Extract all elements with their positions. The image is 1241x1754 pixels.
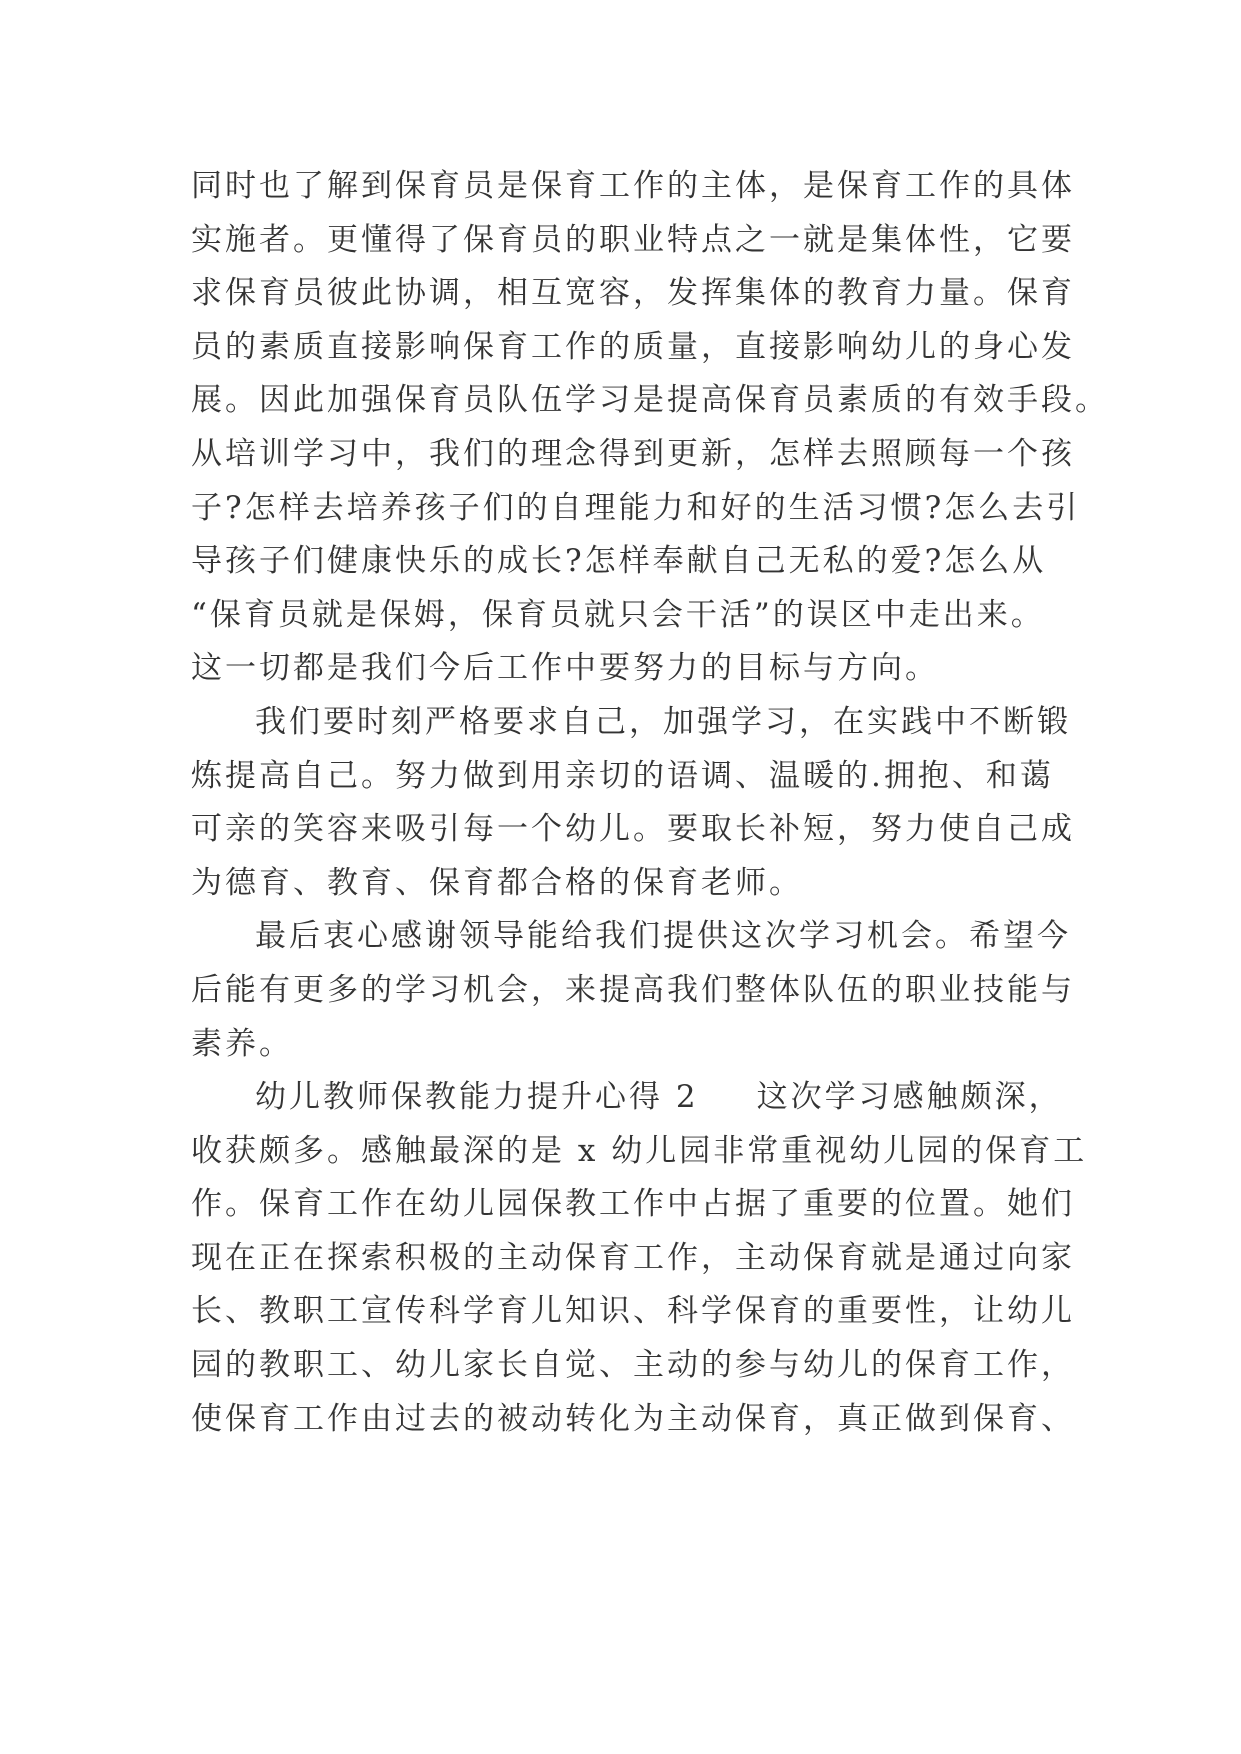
- text-line: 现在正在探索积极的主动保育工作，主动保育就是通过向家: [191, 1239, 1075, 1276]
- text-line: 同时也了解到保育员是保育工作的主体，是保育工作的具体: [191, 168, 1075, 204]
- text-line: 炼提高自己。努力做到用亲切的语调、温暖的.拥抱、和蔼: [191, 757, 1054, 794]
- text-line: 求保育员彼此协调，相互宽容，发挥集体的教育力量。保育: [191, 275, 1075, 312]
- paragraph-start-line: 最后衷心感谢领导能给我们提供这次学习机会。希望今: [255, 918, 1071, 955]
- text-line: 子?怎样去培养孩子们的自理能力和好的生活习惯?怎么去引: [191, 489, 1081, 526]
- text-line: 长、教职工宣传科学育儿知识、科学保育的重要性，让幼儿: [191, 1293, 1075, 1330]
- section-heading-continuation: 这次学习感触颇深，: [756, 1079, 1063, 1116]
- text-line: 作。保育工作在幼儿园保教工作中占据了重要的位置。她们: [191, 1186, 1075, 1223]
- section-heading: 幼儿教师保教能力提升心得 2: [255, 1079, 699, 1116]
- text-line: 可亲的笑容来吸引每一个幼儿。要取长补短，努力使自己成: [191, 811, 1075, 848]
- text-line: 为德育、教育、保育都合格的保育老师。: [191, 864, 803, 901]
- text-line: 园的教职工、幼儿家长自觉、主动的参与幼儿的保育工作，: [191, 1347, 1075, 1384]
- section-heading-line: [191, 1071, 1071, 1125]
- document-body: [191, 160, 1109, 1446]
- text-line: “保育员就是保姆，保育员就只会干活”的误区中走出来。: [191, 596, 1045, 633]
- text-line: 从培训学习中，我们的理念得到更新，怎样去照顾每一个孩: [191, 435, 1075, 472]
- text-line: 实施者。更懂得了保育员的职业特点之一就是集体性，它要: [191, 221, 1075, 258]
- text-line: 这一切都是我们今后工作中要努力的目标与方向。: [191, 650, 939, 687]
- paragraph-start-line: 我们要时刻严格要求自己，加强学习，在实践中不断锻: [255, 703, 1071, 740]
- text-line: 使保育工作由过去的被动转化为主动保育，真正做到保育、: [191, 1400, 1075, 1437]
- text-line: 展。因此加强保育员队伍学习是提高保育员素质的有效手段。: [191, 382, 1109, 419]
- text-line: 素养。: [191, 1025, 293, 1062]
- text-line: 收获颇多。感触最深的是 x 幼儿园非常重视幼儿园的保育工: [191, 1132, 1088, 1169]
- text-line: 导孩子们健康快乐的成长?怎样奉献自己无私的爱?怎么从: [191, 543, 1047, 580]
- text-line: 员的素质直接影响保育工作的质量，直接影响幼儿的身心发: [191, 328, 1075, 365]
- text-line: 后能有更多的学习机会，来提高我们整体队伍的职业技能与: [191, 971, 1075, 1008]
